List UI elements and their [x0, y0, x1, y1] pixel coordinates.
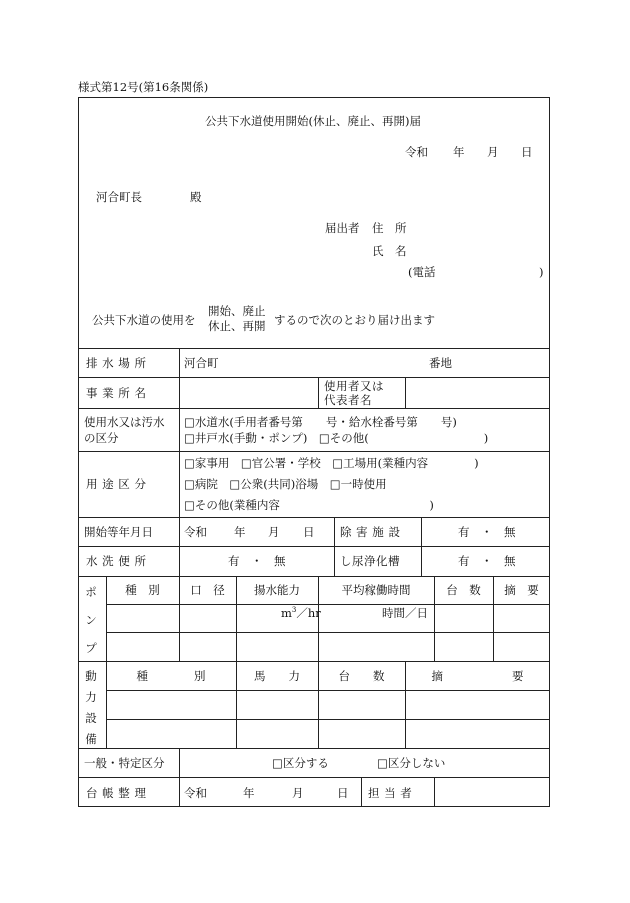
- ledger-day: 日: [337, 786, 349, 800]
- rule-9: [106, 632, 550, 633]
- applicant-label: 届出者: [325, 221, 360, 235]
- start-date-label: 開始等年月日: [84, 525, 153, 539]
- water-type-line-2: □井戸水(手動・ポンプ) □その他( ): [184, 431, 489, 445]
- col-ledger-2: [434, 777, 435, 807]
- col-label-divider: [179, 348, 180, 576]
- toilet-label: 水 洗 便 所: [86, 554, 147, 568]
- col-user-left: [318, 377, 319, 408]
- col-side: [106, 576, 107, 748]
- col-ledger-1: [361, 777, 362, 807]
- date-month: 月: [487, 145, 499, 159]
- capacity-unit-m: m: [281, 606, 292, 620]
- applicant-phone: (電話 ): [408, 265, 544, 279]
- classification-option-2: □区分しない: [377, 756, 446, 770]
- pump-side-3: プ: [85, 641, 97, 655]
- power-header-count: 台 数: [338, 669, 385, 683]
- power-side-1: 動: [85, 669, 97, 683]
- pump-header-bore: 口 径: [190, 583, 225, 597]
- rule-14: [78, 777, 550, 778]
- rule-1: [78, 348, 550, 349]
- discharge-place-town: 河合町: [184, 356, 219, 370]
- pump-side-2: ン: [85, 613, 97, 627]
- power-side-4: 備: [85, 732, 97, 746]
- rule-11: [106, 690, 550, 691]
- ledger-era: 令和: [184, 786, 207, 800]
- col-facility-right: [421, 517, 422, 576]
- date-day: 日: [521, 145, 533, 159]
- start-date-day: 日: [303, 525, 315, 539]
- rule-6: [78, 546, 550, 547]
- water-type-label-1: 使用水又は汚水: [84, 415, 165, 429]
- col-user-right: [405, 377, 406, 408]
- classification-label: 一般・特定区分: [84, 756, 165, 770]
- ledger-label: 台 帳 整 理: [86, 786, 147, 800]
- usage-label: 用 途 区 分: [86, 477, 147, 491]
- power-header-hp: 馬 力: [254, 669, 300, 683]
- usage-line-2: □病院 □公衆(共同)浴場 □一時使用: [184, 477, 387, 491]
- applicant-address-label: 住 所: [372, 221, 407, 235]
- rule-13: [78, 748, 550, 749]
- business-name-label: 事 業 所 名: [86, 386, 147, 400]
- discharge-place-banchi: 番地: [429, 356, 452, 370]
- ledger-person-label: 担 当 者: [368, 786, 413, 800]
- rule-2: [78, 377, 550, 378]
- statement-option-top: 開始、廃止: [208, 304, 266, 318]
- pump-header-type: 種 別: [125, 583, 160, 597]
- date-year: 年: [453, 145, 465, 159]
- rule-3: [78, 408, 550, 409]
- user-label-1: 使用者又は: [324, 379, 384, 393]
- pump-header-capacity: 揚水能力: [254, 583, 300, 597]
- power-side-2: 力: [85, 690, 97, 704]
- rule-10: [78, 661, 550, 662]
- rule-7: [78, 576, 550, 577]
- col-label-divider-bottom: [179, 748, 180, 807]
- water-type-label-2: の区分: [84, 431, 119, 445]
- pump-capacity-unit: [281, 606, 321, 620]
- capacity-unit-tail: ／hr: [296, 606, 321, 620]
- start-date-era: 令和: [184, 525, 207, 539]
- facility-value: 有 ・ 無: [458, 525, 516, 539]
- statement-prefix: 公共下水道の使用を: [92, 313, 196, 327]
- classification-option-1: □区分する: [272, 756, 329, 770]
- start-date-month: 月: [268, 525, 280, 539]
- power-header-notes: 摘 要: [431, 669, 524, 683]
- pump-header-notes: 摘 要: [504, 583, 539, 597]
- discharge-place-label: 排 水 場 所: [86, 356, 147, 370]
- rule-4: [78, 451, 550, 452]
- toilet-value: 有 ・ 無: [228, 554, 286, 568]
- form-title: 公共下水道使用開始(休止、廃止、再開)届: [205, 114, 421, 128]
- water-type-line-1: □水道水(手用者番号第 号・給水栓番号第 号): [184, 415, 457, 429]
- rule-8: [106, 604, 550, 605]
- addressee-honorific: 殿: [190, 190, 202, 204]
- septic-label: し尿浄化槽: [340, 554, 400, 568]
- statement-option-bottom: 休止、再開: [208, 319, 266, 333]
- applicant-name-label: 氏 名: [372, 244, 407, 258]
- power-side-3: 設: [85, 711, 97, 725]
- ledger-year: 年: [243, 786, 255, 800]
- addressee-name: 河合町長: [96, 190, 142, 204]
- facility-label: 除 害 施 設: [340, 525, 401, 539]
- rule-12: [106, 719, 550, 720]
- col-facility-left: [334, 517, 335, 576]
- user-label-2: 代表者名: [324, 393, 372, 407]
- start-date-year: 年: [234, 525, 246, 539]
- pump-header-hours: 平均稼働時間: [341, 583, 411, 597]
- form-frame: [78, 97, 550, 807]
- septic-value: 有 ・ 無: [458, 554, 516, 568]
- pump-header-count: 台 数: [446, 583, 481, 597]
- capacity-unit-sup: 3: [291, 606, 297, 615]
- power-header-type: 種 別: [136, 669, 206, 683]
- statement-suffix: するので次のとおり届け出ます: [274, 313, 435, 327]
- pump-hours-unit: 時間／日: [382, 606, 428, 620]
- usage-line-1: □家事用 □官公署・学校 □工場用(業種内容 ): [184, 456, 479, 470]
- rule-5: [78, 517, 550, 518]
- usage-line-3: □その他(業種内容 ): [184, 498, 434, 512]
- ledger-month: 月: [292, 786, 304, 800]
- form-label: 様式第12号(第16条関係): [78, 80, 209, 94]
- pump-side-1: ポ: [85, 585, 97, 599]
- date-era: 令和: [405, 145, 428, 159]
